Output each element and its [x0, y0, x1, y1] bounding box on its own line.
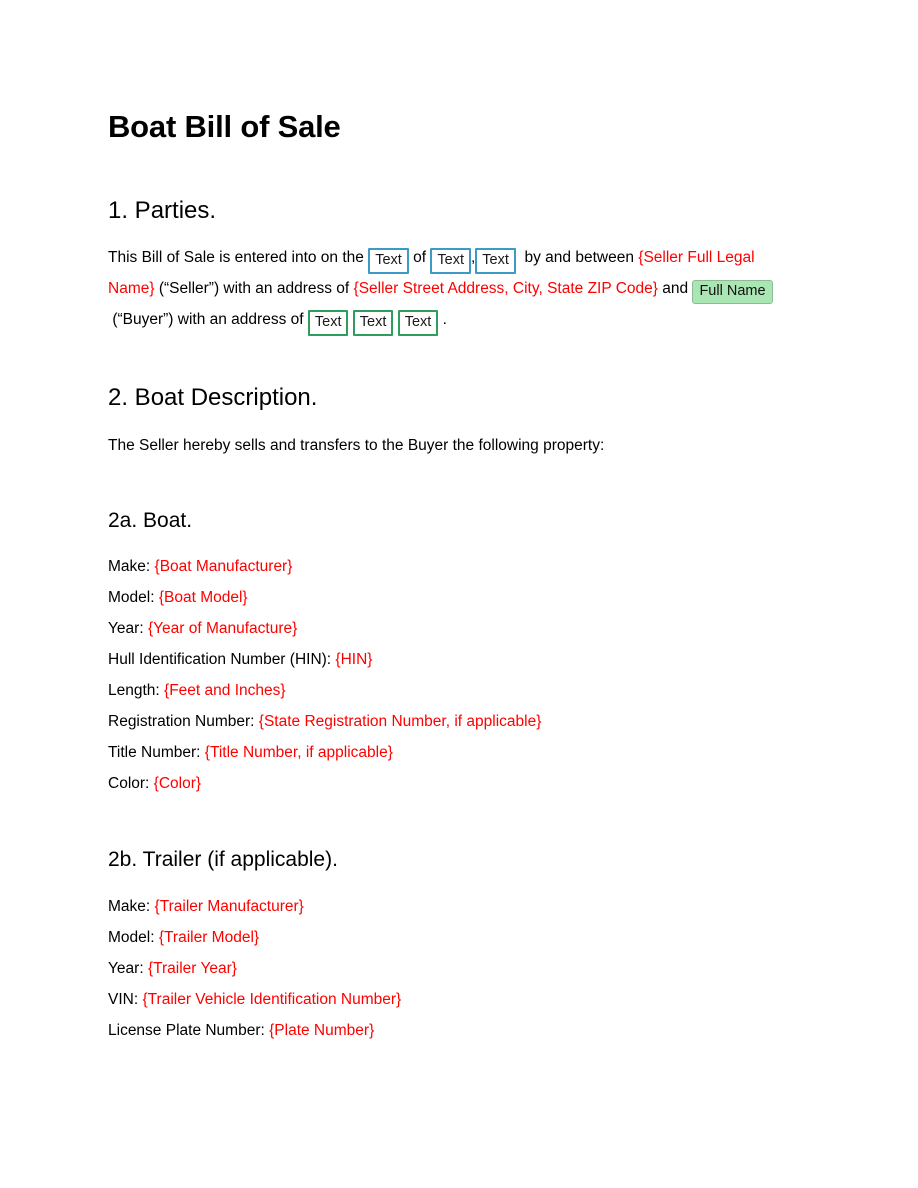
field-value: {Year of Manufacture}	[147, 620, 298, 638]
list-item	[108, 953, 808, 984]
field-value: {Trailer Vehicle Identification Number}	[142, 990, 402, 1008]
boat-description-intro: The Seller hereby sells and transfers to the Buyer the following property:	[108, 437, 605, 455]
list-item	[108, 706, 808, 737]
list-item	[108, 675, 808, 706]
field-label: VIN:	[108, 990, 139, 1008]
parties-text-4: (“Seller”) with an address of	[158, 280, 350, 298]
placeholder-seller-name: {Seller Full Legal Name}	[108, 249, 755, 298]
field-label: License Plate Number:	[108, 1021, 265, 1039]
trailer-field-list	[108, 891, 808, 1046]
field-month[interactable]: Text	[430, 248, 471, 274]
field-value: {State Registration Number, if applicable}	[258, 713, 542, 731]
parties-text-2: of	[413, 249, 427, 267]
field-value: {Title Number, if applicable}	[204, 744, 393, 762]
field-value: {Color}	[153, 775, 202, 793]
parties-comma: ,	[470, 249, 476, 267]
section-heading-boat: 2a. Boat.	[108, 509, 193, 533]
field-label: Hull Identification Number (HIN):	[108, 651, 332, 669]
field-label: Year:	[108, 620, 144, 638]
list-item	[108, 768, 808, 799]
field-value: {Boat Model}	[158, 589, 248, 607]
field-label: Length:	[108, 682, 160, 700]
page-title: Boat Bill of Sale	[108, 109, 341, 144]
list-item	[108, 1015, 808, 1046]
field-value: {Trailer Model}	[158, 928, 260, 946]
field-label: Year:	[108, 959, 144, 977]
field-label: Model:	[108, 589, 155, 607]
field-value: {Feet and Inches}	[164, 682, 286, 700]
parties-text-6: (“Buyer”) with an address of	[112, 311, 304, 329]
parties-period: .	[442, 311, 447, 329]
section-heading-trailer: 2b. Trailer (if applicable).	[108, 848, 338, 872]
list-item	[108, 891, 808, 922]
parties-paragraph	[108, 242, 808, 335]
field-label: Registration Number:	[108, 713, 255, 731]
field-buyer-address-2[interactable]: Text	[353, 310, 394, 336]
list-item	[108, 613, 808, 644]
field-buyer-name[interactable]: Full Name	[692, 280, 772, 304]
document-content	[108, 0, 808, 1046]
field-label: Model:	[108, 928, 155, 946]
field-value: {Boat Manufacturer}	[154, 558, 293, 576]
parties-text-1: This Bill of Sale is entered into on the	[108, 249, 364, 267]
list-item	[108, 644, 808, 675]
list-item	[108, 922, 808, 953]
field-value: {Plate Number}	[269, 1021, 375, 1039]
field-day[interactable]: Text	[368, 248, 409, 274]
list-item	[108, 551, 808, 582]
boat-field-list	[108, 551, 808, 799]
list-item	[108, 984, 808, 1015]
field-label: Color:	[108, 775, 150, 793]
placeholder-seller-address: {Seller Street Address, City, State ZIP Code}	[353, 280, 658, 298]
list-item	[108, 582, 808, 613]
field-buyer-address-3[interactable]: Text	[398, 310, 439, 336]
field-value: {Trailer Year}	[147, 959, 237, 977]
field-buyer-address-1[interactable]: Text	[308, 310, 349, 336]
section-heading-parties: 1. Parties.	[108, 197, 217, 225]
field-label: Make:	[108, 558, 151, 576]
parties-text-5: and	[662, 280, 689, 298]
list-item	[108, 737, 808, 768]
section-heading-boat-description: 2. Boat Description.	[108, 384, 318, 412]
field-value: {Trailer Manufacturer}	[154, 897, 304, 915]
parties-text-3: by and between	[524, 249, 634, 267]
field-label: Make:	[108, 897, 151, 915]
field-year[interactable]: Text	[475, 248, 516, 274]
field-value: {HIN}	[335, 651, 373, 669]
field-label: Title Number:	[108, 744, 201, 762]
